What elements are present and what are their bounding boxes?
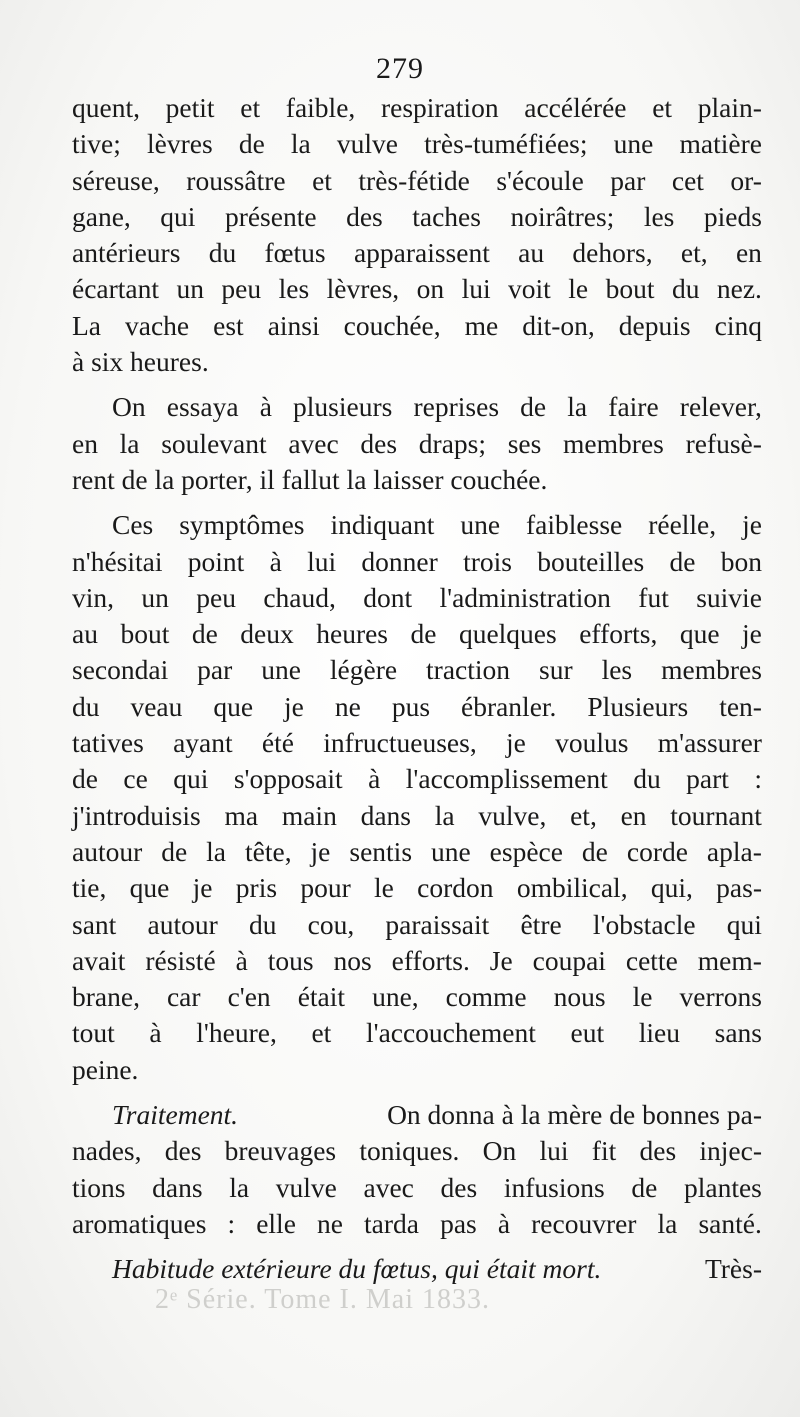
word: à xyxy=(259,391,272,423)
word: refusè- xyxy=(685,427,762,459)
word: légère xyxy=(329,654,398,686)
text-line xyxy=(72,580,762,616)
word: ébranler. xyxy=(460,690,557,722)
word: en xyxy=(620,799,647,831)
word: voulus xyxy=(555,727,629,759)
word: deux xyxy=(240,618,294,650)
word: est xyxy=(213,309,244,341)
word: verrons xyxy=(679,981,762,1013)
word: une xyxy=(430,835,471,867)
word: un xyxy=(176,273,204,305)
word: avec xyxy=(288,427,339,459)
word: des xyxy=(164,1135,202,1167)
word: fut xyxy=(638,581,669,613)
word: lèvres, xyxy=(326,273,400,305)
word: nos xyxy=(333,944,372,976)
word: avait xyxy=(72,944,126,976)
word: que xyxy=(129,872,170,904)
word: du xyxy=(671,273,700,305)
text-line xyxy=(72,725,762,761)
word: pris xyxy=(235,872,278,904)
text-line xyxy=(72,544,762,580)
word: cinq xyxy=(714,309,762,341)
word: une xyxy=(261,654,301,686)
word: une xyxy=(460,509,501,541)
word: depuis xyxy=(618,309,691,341)
word: breuvages xyxy=(224,1135,337,1167)
word: de xyxy=(631,1171,658,1203)
word: vulve, xyxy=(478,799,547,831)
word: réelle, xyxy=(648,509,717,541)
word: sur xyxy=(539,654,573,686)
word: en xyxy=(735,237,762,269)
word: s'opposait xyxy=(233,763,343,795)
word: veau xyxy=(130,690,183,722)
word: tive; xyxy=(72,128,121,160)
word: main xyxy=(281,799,337,831)
word: sentis xyxy=(349,835,413,867)
word: apparaissent xyxy=(353,237,490,269)
word: or- xyxy=(730,164,762,196)
word: tête, xyxy=(245,835,292,867)
word: tarda xyxy=(364,1207,419,1239)
word: faiblesse xyxy=(526,509,623,541)
word: couchée, xyxy=(343,309,441,341)
word: de xyxy=(669,545,696,577)
word: donner xyxy=(361,545,438,577)
word: des xyxy=(639,1135,677,1167)
word: autour xyxy=(147,908,218,940)
word: fœtus xyxy=(264,237,326,269)
word: m'assurer xyxy=(657,727,762,759)
word: la xyxy=(567,391,588,423)
word: qui xyxy=(726,908,762,940)
word: ce xyxy=(123,763,148,795)
traitement-rest: On donna à la mère de bonnes pa- xyxy=(387,1099,762,1131)
word: vache xyxy=(125,309,190,341)
word: point xyxy=(187,545,245,577)
word: les xyxy=(278,273,310,305)
text-line xyxy=(72,126,762,162)
word: tous xyxy=(267,944,314,976)
word: séreuse, xyxy=(72,164,160,196)
word: paraissait xyxy=(385,908,490,940)
word: efforts, xyxy=(579,618,658,650)
word: je xyxy=(192,872,213,904)
word: n'hésitai xyxy=(72,545,163,577)
word: et xyxy=(652,92,673,123)
word: de xyxy=(161,835,188,867)
word: l'obstacle xyxy=(592,908,696,940)
word: était xyxy=(297,981,346,1013)
word: et xyxy=(312,164,332,196)
word: efforts. xyxy=(391,944,470,976)
word: suivie xyxy=(696,581,762,613)
word: tie, xyxy=(72,872,107,904)
word: vin, xyxy=(72,581,115,613)
word: plantes xyxy=(683,1171,762,1203)
word: santé. xyxy=(698,1207,762,1239)
word: pour xyxy=(300,872,351,904)
word: très-fétide xyxy=(358,164,470,196)
word: plusieurs xyxy=(293,391,393,423)
word: écartant xyxy=(72,273,160,305)
word: cordon xyxy=(417,872,494,904)
word: relever, xyxy=(679,391,762,423)
word: les xyxy=(601,654,633,686)
word: essaya xyxy=(166,391,239,423)
word: autour xyxy=(72,835,143,867)
text-line xyxy=(72,163,762,199)
word: injec- xyxy=(699,1135,762,1167)
word: pas- xyxy=(716,872,762,904)
word: car xyxy=(166,981,201,1013)
word: à xyxy=(269,545,282,577)
word: infusions xyxy=(503,1171,605,1203)
word: dit-on, xyxy=(522,309,595,341)
word: aromatiques xyxy=(72,1207,207,1239)
word: s'écoule xyxy=(496,164,584,196)
word: elle xyxy=(256,1207,296,1239)
word: part xyxy=(686,763,729,795)
text-line xyxy=(72,271,762,307)
text-line xyxy=(72,870,762,906)
word: soulevant xyxy=(161,427,267,459)
word: plain- xyxy=(697,92,762,123)
word: On xyxy=(112,391,146,423)
word: de xyxy=(238,128,265,160)
word: faible, xyxy=(285,92,356,123)
word: être xyxy=(520,908,562,940)
word: du xyxy=(248,908,277,940)
word: toniques. xyxy=(359,1135,460,1167)
word: accélérée xyxy=(524,92,627,123)
text-line: rent de la porter, il fallut la laisser couchée. xyxy=(72,463,548,495)
word: une xyxy=(613,128,654,160)
word: que xyxy=(213,690,254,722)
word: par xyxy=(197,654,233,686)
word: des xyxy=(440,1171,478,1203)
word: à xyxy=(497,1207,511,1239)
text-line xyxy=(72,426,762,462)
page-number: 279 xyxy=(376,52,424,85)
habitude-rest: Très- xyxy=(704,1253,762,1285)
habitude-line xyxy=(72,1251,762,1287)
word: nades, xyxy=(72,1135,142,1167)
word: fit xyxy=(591,1135,617,1167)
word: qui xyxy=(173,763,209,795)
word: taches xyxy=(412,200,481,232)
word: de xyxy=(581,835,608,867)
word: me xyxy=(464,309,499,341)
word: à xyxy=(235,944,248,976)
word: présente xyxy=(224,200,317,232)
word: Je xyxy=(489,944,513,976)
word: traction xyxy=(426,654,511,686)
word: je xyxy=(742,618,762,650)
word: reprises xyxy=(413,391,500,423)
word: cou, xyxy=(307,908,355,940)
word: draps; xyxy=(418,427,487,459)
word: bouteilles xyxy=(537,545,645,577)
word: Ces xyxy=(112,509,154,541)
word: On xyxy=(482,1135,517,1167)
word: les xyxy=(643,200,675,232)
word: avec xyxy=(363,1171,414,1203)
word: je xyxy=(310,835,331,867)
word: pas xyxy=(440,1207,477,1239)
word: vulve xyxy=(336,128,398,160)
word: eut xyxy=(570,1017,605,1049)
word: La xyxy=(72,309,102,341)
habitude-label: Habitude extérieure du fœtus, qui était mort. xyxy=(112,1253,602,1285)
text-line xyxy=(72,834,762,870)
word: une, xyxy=(372,981,419,1013)
text-line xyxy=(72,308,762,344)
word: matière xyxy=(679,128,762,160)
word: : xyxy=(754,763,762,795)
word: ses xyxy=(507,427,542,459)
word: la xyxy=(434,799,455,831)
word: pieds xyxy=(703,200,762,232)
text-line xyxy=(72,1206,762,1242)
word: bout xyxy=(605,273,655,305)
word: ayant xyxy=(173,727,233,759)
word: l'heure, xyxy=(196,1017,277,1049)
word: la xyxy=(657,1207,678,1239)
word: des xyxy=(346,200,383,232)
word: indiquant xyxy=(330,509,435,541)
word: qui xyxy=(160,200,196,232)
text-line xyxy=(72,507,762,543)
word: tions xyxy=(72,1171,126,1203)
word: membres xyxy=(563,427,664,459)
word: ne xyxy=(334,690,361,722)
word: c'en xyxy=(227,981,271,1013)
word: membres xyxy=(661,654,762,686)
word: lèvres xyxy=(147,128,213,160)
word: de xyxy=(520,391,547,423)
word: antérieurs xyxy=(72,237,181,269)
text-line xyxy=(72,616,762,652)
text-line xyxy=(72,389,762,425)
text-line xyxy=(72,199,762,235)
word: tatives xyxy=(72,727,144,759)
word: nez. xyxy=(716,273,762,305)
word: et xyxy=(311,1017,332,1049)
word: coupai xyxy=(532,944,606,976)
word: le xyxy=(632,981,653,1013)
word: secondai xyxy=(72,654,169,686)
word: la xyxy=(119,427,140,459)
word: et xyxy=(240,92,261,123)
word: chaud, xyxy=(263,581,336,613)
word: gane, xyxy=(72,200,131,232)
word: infructueuses, xyxy=(323,727,477,759)
word: de xyxy=(72,763,98,795)
word: je xyxy=(284,690,304,722)
word: bon xyxy=(720,545,762,577)
word: ten- xyxy=(719,690,762,722)
word: ombilical, xyxy=(516,872,628,904)
word: vulve xyxy=(275,1171,337,1203)
word: je xyxy=(742,509,762,541)
word: du xyxy=(72,690,100,722)
word: ma xyxy=(224,799,259,831)
word: je xyxy=(505,727,526,759)
word: quelques xyxy=(458,618,557,650)
word: en xyxy=(72,427,98,459)
word: du xyxy=(208,237,237,269)
word: respiration xyxy=(380,92,499,123)
word: Plusieurs xyxy=(587,690,689,722)
word: de xyxy=(410,618,437,650)
word: l'accomplissement xyxy=(405,763,608,795)
word: très-tuméfiées; xyxy=(424,128,588,160)
text-line xyxy=(72,798,762,834)
word: et, xyxy=(680,237,708,269)
word: cet xyxy=(671,164,704,196)
word: dont xyxy=(363,581,413,613)
word: roussâtre xyxy=(186,164,286,196)
word: peu xyxy=(196,581,236,613)
word: recouvrer xyxy=(531,1207,637,1239)
word: tout xyxy=(72,1017,115,1049)
word: noirâtres; xyxy=(510,200,615,232)
text-line: à six heures. xyxy=(72,346,209,378)
text-line xyxy=(72,761,762,797)
text-line xyxy=(72,1170,762,1206)
word: à xyxy=(149,1017,162,1049)
word: sant xyxy=(72,908,117,940)
text-line xyxy=(72,907,762,943)
word: au xyxy=(72,618,98,650)
word: sans xyxy=(714,1017,762,1049)
page-footer: 2ᵉ Série. Tome I. Mai 1833. xyxy=(155,1284,490,1315)
word: on xyxy=(416,273,445,305)
word: résisté xyxy=(145,944,216,976)
word: j'introduisis xyxy=(72,799,201,831)
word: qui, xyxy=(650,872,693,904)
word: symptômes xyxy=(179,509,305,541)
text-line xyxy=(72,1133,762,1169)
word: lui xyxy=(307,545,337,577)
word: au xyxy=(518,237,545,269)
word: espèce xyxy=(489,835,563,867)
word: dans xyxy=(152,1171,203,1203)
body-text xyxy=(72,90,762,1288)
word: lui xyxy=(539,1135,569,1167)
word: comme xyxy=(445,981,527,1013)
word: du xyxy=(633,763,661,795)
word: le xyxy=(374,872,394,904)
text-line xyxy=(72,235,762,271)
word: à xyxy=(368,763,381,795)
text-line xyxy=(72,979,762,1015)
word: le xyxy=(568,273,589,305)
word: l'accouchement xyxy=(365,1017,536,1049)
word: la xyxy=(229,1171,250,1203)
word: lui xyxy=(461,273,491,305)
word: nous xyxy=(553,981,606,1013)
word: ne xyxy=(316,1207,343,1239)
word: bout xyxy=(120,618,170,650)
word: apla- xyxy=(706,835,762,867)
word: : xyxy=(227,1207,236,1239)
word: des xyxy=(360,427,398,459)
word: voit xyxy=(508,273,551,305)
word: mem- xyxy=(697,944,762,976)
word: un xyxy=(141,581,169,613)
word: que xyxy=(679,618,720,650)
word: cette xyxy=(625,944,678,976)
word: ainsi xyxy=(267,309,320,341)
text-line: peine. xyxy=(72,1053,139,1085)
word: l'administration xyxy=(439,581,611,613)
word: par xyxy=(610,164,646,196)
text-line xyxy=(72,90,762,126)
word: corde xyxy=(626,835,688,867)
word: la xyxy=(290,128,311,160)
text-line xyxy=(72,943,762,979)
word: tournant xyxy=(670,799,762,831)
text-line xyxy=(72,652,762,688)
word: dans xyxy=(360,799,411,831)
word: petit xyxy=(165,92,215,123)
word: été xyxy=(261,727,294,759)
word: dehors, xyxy=(572,237,653,269)
word: heures xyxy=(316,618,389,650)
text-line xyxy=(72,689,762,725)
traitement-first-line xyxy=(72,1097,762,1133)
traitement-label: Traitement. xyxy=(112,1099,239,1131)
word: pus xyxy=(391,690,431,722)
word: de xyxy=(191,618,218,650)
word: quent, xyxy=(72,92,140,123)
word: et, xyxy=(570,799,597,831)
word: peu xyxy=(221,273,262,305)
text-line xyxy=(72,1015,762,1051)
word: trois xyxy=(463,545,512,577)
word: brane, xyxy=(72,981,140,1013)
word: lieu xyxy=(638,1017,680,1049)
word: la xyxy=(206,835,227,867)
word: faire xyxy=(608,391,659,423)
